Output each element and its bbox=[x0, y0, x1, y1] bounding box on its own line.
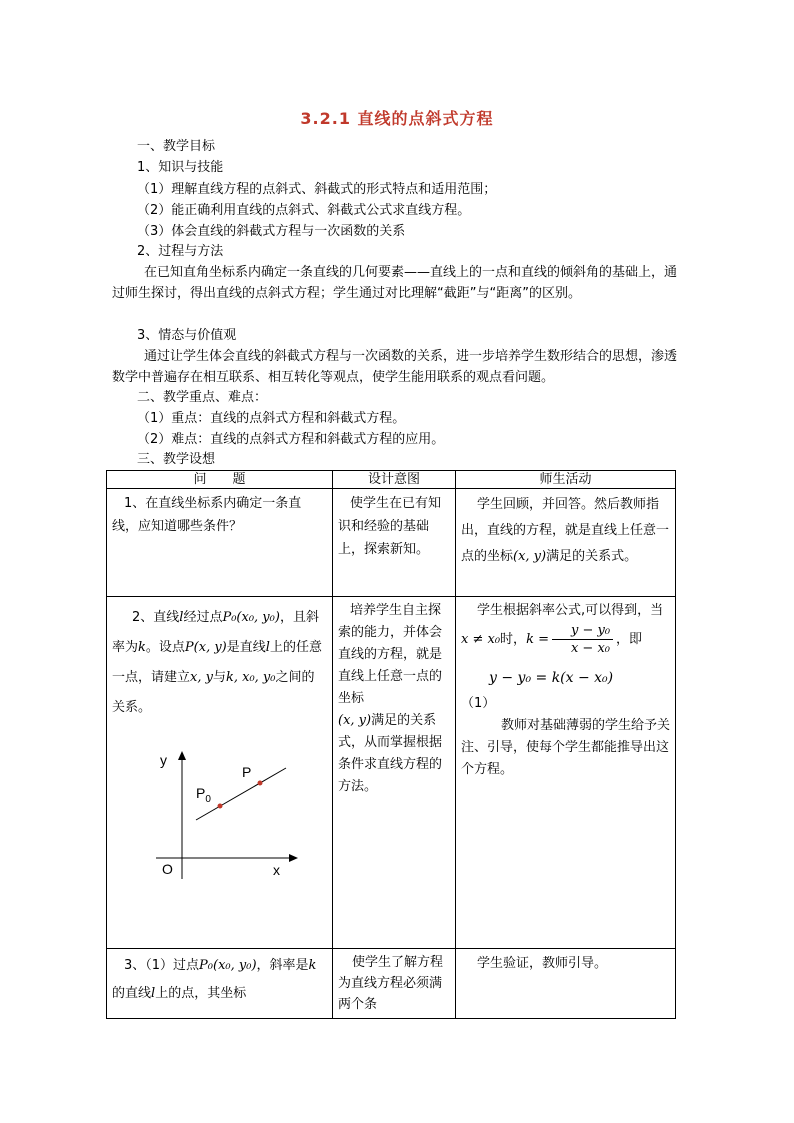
y-axis-arrow bbox=[178, 751, 186, 760]
header-question: 问 题 bbox=[107, 471, 333, 489]
keypoint-difficulty: （2）难点：直线的点斜式方程和斜截式方程的应用。 bbox=[137, 432, 445, 447]
header-intent: 设计意图 bbox=[333, 471, 456, 489]
objective-item-3: （3）体会直线的斜截式方程与一次函数的关系 bbox=[137, 224, 406, 239]
equation-number: （1） bbox=[461, 696, 496, 711]
point-p0-label: $P_0$ bbox=[196, 785, 211, 805]
x-axis-arrow bbox=[289, 854, 298, 862]
x-axis-label: x bbox=[273, 862, 280, 878]
section-keypoints: 二、教学重点、难点： bbox=[137, 390, 268, 405]
point-p0 bbox=[218, 804, 223, 809]
coordinate-graph bbox=[148, 743, 308, 893]
row3-activity: 学生验证，教师引导。 bbox=[456, 949, 676, 1019]
section-process: 2、过程与方法 bbox=[137, 244, 224, 259]
slope-fraction: $\frac{\text{y − y₀}}{\text{x − x₀}}$ bbox=[552, 622, 613, 657]
values-paragraph: 通过让学生体会直线的斜截式方程与一次函数的关系，进一步培养学生数形结合的思想，渗透数学中普遍存在相互联系、相互转化等观点，使学生能用联系的观点看问题。 bbox=[112, 349, 678, 385]
header-activity: 师生活动 bbox=[456, 471, 676, 489]
design-table bbox=[106, 470, 676, 1019]
table-row bbox=[107, 597, 676, 949]
table-row bbox=[107, 489, 676, 597]
row2-activity-note: 教师对基础薄弱的学生给予关注、引导，使每个学生都能推导出这个方程。 bbox=[461, 718, 671, 777]
row3-question: 3、（1）过点P₀(x₀, y₀)，斜率是k的直线l上的点，其坐标 bbox=[107, 949, 333, 1019]
objective-item-1: （1）理解直线方程的点斜式、斜截式的形式特点和适用范围； bbox=[137, 182, 497, 197]
row1-question: 1、在直线坐标系内确定一条直线，应知道哪些条件？ bbox=[107, 489, 333, 597]
row1-activity: 学生回顾，并回答。然后教师指出，直线的方程，就是直线上任意一点的坐标(x, y)满足的关系式。 bbox=[456, 489, 676, 597]
table-row bbox=[107, 949, 676, 1019]
objective-item-2: （2）能正确利用直线的点斜式、斜截式公式求直线方程。 bbox=[137, 203, 471, 218]
section-design: 三、教学设想 bbox=[137, 452, 216, 467]
page-title: 3.2.1 直线的点斜式方程 bbox=[300, 109, 494, 128]
point-p bbox=[258, 781, 263, 786]
point-xy: (x, y) bbox=[513, 549, 547, 564]
y-axis-label: y bbox=[160, 752, 167, 768]
point-p-label: P bbox=[242, 764, 252, 780]
point-slope-equation: y − y₀ = k(x − x₀) bbox=[489, 670, 614, 686]
row2-intent: 培养学生自主探索的能力，并体会直线的方程，就是直线上任意一点的坐标 (x, y)满足的关系式，从而掌握根据条件求直线方程的方法。 bbox=[333, 597, 456, 949]
row1-intent: 使学生在已有知识和经验的基础上，探索新知。 bbox=[333, 489, 456, 597]
section-knowledge: 1、知识与技能 bbox=[137, 160, 224, 175]
row3-intent: 使学生了解方程为直线方程必须满两个条 bbox=[333, 949, 456, 1019]
row2-question: 2、直线l经过点P₀(x₀, y₀)，且斜率为k。设点P(x, y)是直线l上的任意一点，请建立x, y与k, x₀, y₀之间的关系。 y x O P $P_0$ bbox=[107, 597, 333, 949]
table-header-row bbox=[107, 471, 676, 489]
section-objectives: 一、教学目标 bbox=[137, 139, 216, 154]
origin-label: O bbox=[162, 861, 173, 877]
process-paragraph: 在已知直角坐标系内确定一条直线的几何要素——直线上的一点和直线的倾斜角的基础上，通过师生探讨，得出直线的点斜式方程；学生通过对比理解“截距”与“距离”的区别。 bbox=[112, 265, 678, 301]
keypoint-focus: （1）重点：直线的点斜式方程和斜截式方程。 bbox=[137, 411, 406, 426]
row2-activity: 学生根据斜率公式,可以得到，当x ≠ x₀时，k = $\frac{\text{y − y₀}}{\text{x − x₀}}$ ，即 y − y₀ = k(x − x₀) （1） 教师对基础薄弱的学生给予关注、引导，使每个学生都能推导出这个方程。 bbox=[456, 597, 676, 949]
section-values: 3、情态与价值观 bbox=[137, 328, 237, 343]
